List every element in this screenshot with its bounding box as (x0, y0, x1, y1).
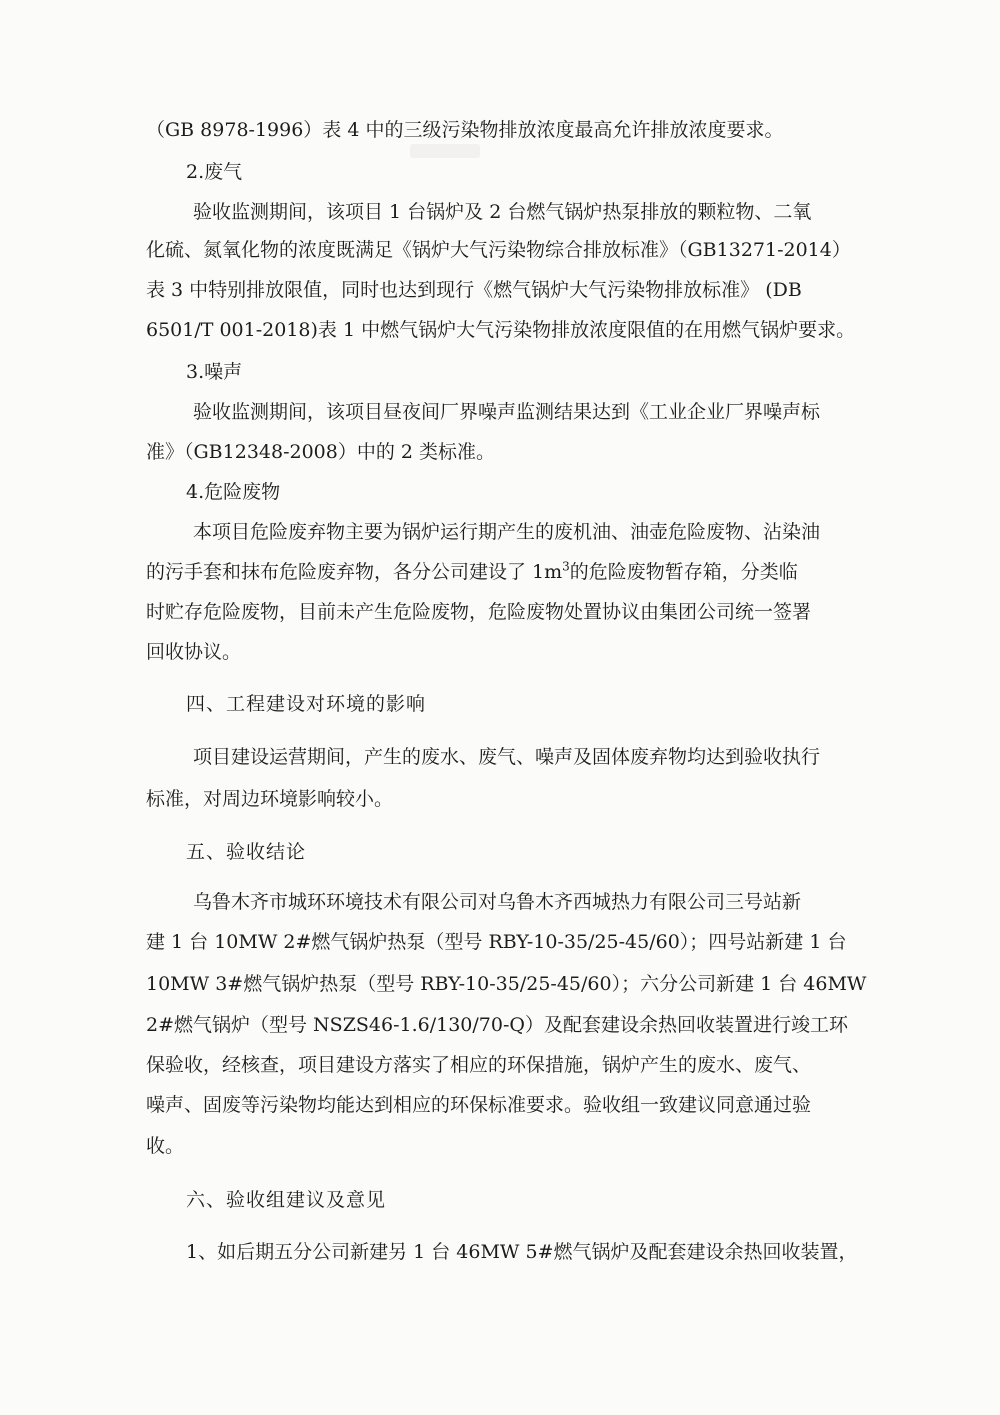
section-heading-4: 四、工程建设对环境的影响 (186, 693, 427, 715)
paragraph-line: 6501/T 001-2018)表 1 中燃气锅炉大气污染物排放浓度限值的在用燃气锅炉要求。 (146, 319, 856, 341)
paragraph-line: 10MW 3#燃气锅炉热泵（型号 RBY-10-35/25-45/60）；六分公司新建 1 台 46MW (146, 973, 867, 995)
paragraph-line: 收。 (146, 1135, 185, 1157)
paragraph-line: （GB 8978-1996）表 4 中的三级污染物排放浓度最高允许排放浓度要求。 (146, 119, 784, 141)
paragraph-text: 的污手套和抹布危险废弃物，各分公司建设了 1m (146, 561, 563, 583)
paragraph-line: 准》（GB12348-2008）中的 2 类标准。 (146, 441, 496, 463)
paragraph-line: 化硫、氮氧化物的浓度既满足《锅炉大气污染物综合排放标准》（GB13271-2014） (146, 239, 851, 261)
paragraph-line: 验收监测期间，该项目 1 台锅炉及 2 台燃气锅炉热泵排放的颗粒物、二氧 (193, 201, 812, 223)
paragraph-line: 验收监测期间，该项目昼夜间厂界噪声监测结果达到《工业企业厂界噪声标 (193, 401, 821, 423)
paragraph-text: 的危险废物暂存箱，分类临 (569, 561, 798, 583)
paragraph-line: 本项目危险废弃物主要为锅炉运行期产生的废机油、油壶危险废物、沾染油 (193, 521, 821, 543)
paragraph-line: 2#燃气锅炉（型号 NSZS46-1.6/130/70-Q）及配套建设余热回收装置进行竣工环 (146, 1014, 848, 1036)
paragraph-line: 项目建设运营期间，产生的废水、废气、噪声及固体废弃物均达到验收执行 (193, 746, 821, 768)
subheading-noise: 3.噪声 (186, 361, 243, 383)
paragraph-line: 保验收，经核查，项目建设方落实了相应的环保措施，锅炉产生的废水、废气、 (146, 1054, 812, 1076)
superscript-3: 3 (562, 559, 570, 574)
paragraph-line: 表 3 中特别排放限值，同时也达到现行《燃气锅炉大气污染物排放标准》 (DB (146, 279, 802, 301)
paragraph-line: 乌鲁木齐市城环环境技术有限公司对乌鲁木齐西城热力有限公司三号站新 (193, 891, 802, 913)
paragraph-line: 噪声、固废等污染物均能达到相应的环保标准要求。验收组一致建议同意通过验 (146, 1094, 812, 1116)
paragraph-line: 建 1 台 10MW 2#燃气锅炉热泵（型号 RBY-10-35/25-45/60）；四号站新建 1 台 (146, 931, 847, 953)
paragraph-line: 1、如后期五分公司新建另 1 台 46MW 5#燃气锅炉及配套建设余热回收装置， (186, 1241, 858, 1263)
paragraph-line (146, 560, 866, 584)
section-heading-5: 五、验收结论 (186, 841, 307, 863)
paragraph-line: 回收协议。 (146, 641, 242, 663)
paragraph-line: 时贮存危险废物，目前未产生危险废物，危险废物处置协议由集团公司统一签署 (146, 601, 812, 623)
section-heading-6: 六、验收组建议及意见 (186, 1189, 387, 1211)
bleed-through-mark (410, 144, 480, 158)
paragraph-line: 标准，对周边环境影响较小。 (146, 788, 394, 810)
subheading-hazardous-waste: 4.危险废物 (186, 481, 281, 503)
subheading-waste-gas: 2.废气 (186, 161, 243, 183)
